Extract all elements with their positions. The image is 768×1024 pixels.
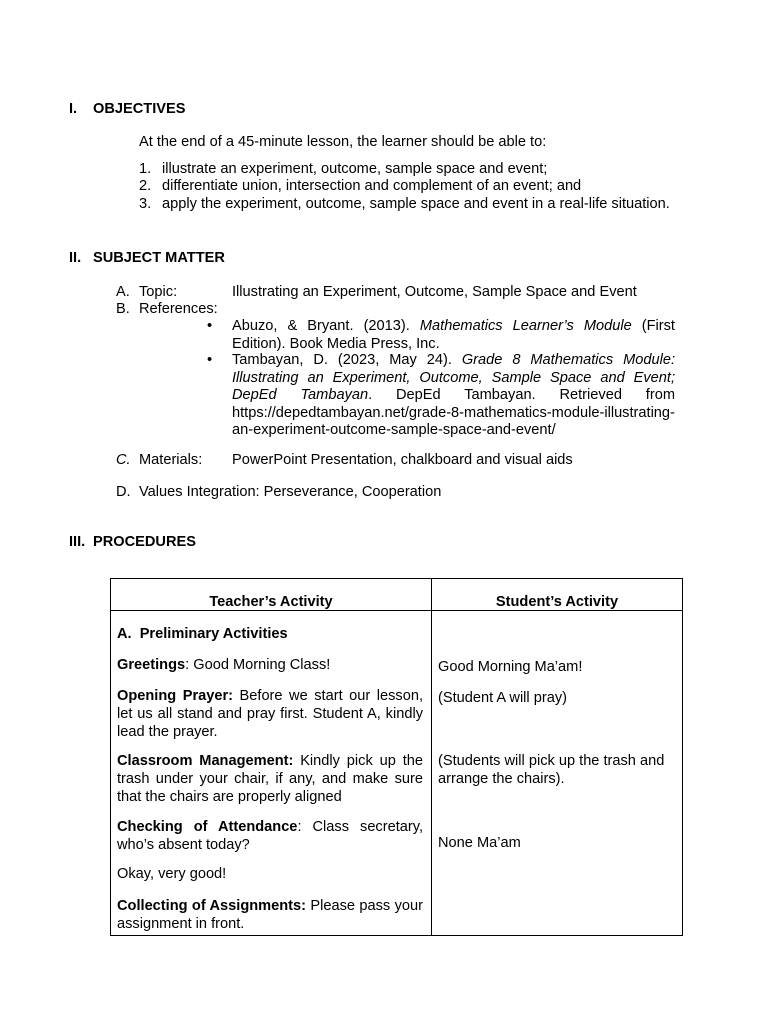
classroom-response: (Students will pick up the trash and arrange the chairs). (438, 753, 665, 787)
opening-prayer-text: Opening Prayer: Before we start our lesson, let us all stand and pray first. Student A, kindly lead the prayer. (117, 688, 423, 740)
objective-text: differentiate union, intersection and complement of an event; and (162, 178, 582, 194)
bullet-icon: • (207, 352, 213, 368)
prayer-response: (Student A will pray) (438, 690, 567, 706)
attendance-response: None Ma’am (438, 835, 521, 851)
topic-letter: A. (116, 284, 130, 300)
greetings-text: Greetings: Good Morning Class! (117, 657, 331, 673)
preliminary-activities-title: A. Preliminary Activities (117, 626, 288, 642)
objectives-title: OBJECTIVES (93, 101, 186, 117)
reference-item: Abuzo, & Bryant. (2013). Mathematics Learner’s Module (First Edition). Book Media Press, Inc. (232, 318, 675, 352)
assignments-text: Collecting of Assignments: Please pass your assignment in front. (117, 898, 423, 932)
values-letter: D. (116, 484, 131, 500)
procedures-number: III. (69, 534, 86, 550)
greetings-response: Good Morning Ma’am! (438, 659, 583, 675)
references-letter: B. (116, 301, 130, 317)
procedures-title: PROCEDURES (93, 534, 196, 550)
topic-value: Illustrating an Experiment, Outcome, Sample Space and Event (232, 284, 637, 300)
values-text: Values Integration: Perseverance, Cooperation (139, 484, 442, 500)
references-label: References: (139, 301, 218, 317)
okay-text: Okay, very good! (117, 866, 227, 882)
student-activity-header: Student’s Activity (432, 579, 683, 611)
reference-item: Tambayan, D. (2023, May 24). Grade 8 Mathematics Module: Illustrating an Experiment, Outcome, Sample Space and Event; DepEd Tambayan. DepEd Tambayan. Retrieved from https://depedtambayan.net/grade-8-mathematics-module-illustrating-an-experiment-outcome-sample-space-and-event/ (232, 352, 675, 438)
materials-letter: C. (116, 452, 131, 468)
teacher-activity-header: Teacher’s Activity (111, 579, 432, 611)
objective-text: illustrate an experiment, outcome, sample space and event; (162, 161, 548, 177)
classroom-management-text: Classroom Management: Kindly pick up the trash under your chair, if any, and make sure that the chairs are properly aligned (117, 753, 423, 805)
materials-value: PowerPoint Presentation, chalkboard and visual aids (232, 452, 573, 468)
subject-matter-number: II. (69, 250, 82, 266)
objective-text: apply the experiment, outcome, sample space and event in a real-life situation. (162, 196, 670, 212)
materials-label: Materials: (139, 452, 203, 468)
subject-matter-title: SUBJECT MATTER (93, 250, 225, 266)
objective-number: 1. (139, 161, 152, 177)
objective-number: 3. (139, 196, 152, 212)
student-activity-cell (432, 611, 683, 936)
objectives-number: I. (69, 101, 78, 117)
objective-number: 2. (139, 178, 152, 194)
procedures-table (110, 578, 683, 936)
teacher-activity-cell (111, 611, 432, 936)
objectives-intro: At the end of a 45-minute lesson, the learner should be able to: (139, 134, 547, 150)
attendance-text: Checking of Attendance: Class secretary, who’s absent today? (117, 819, 424, 853)
topic-label: Topic: (139, 284, 178, 300)
bullet-icon: • (207, 318, 213, 334)
